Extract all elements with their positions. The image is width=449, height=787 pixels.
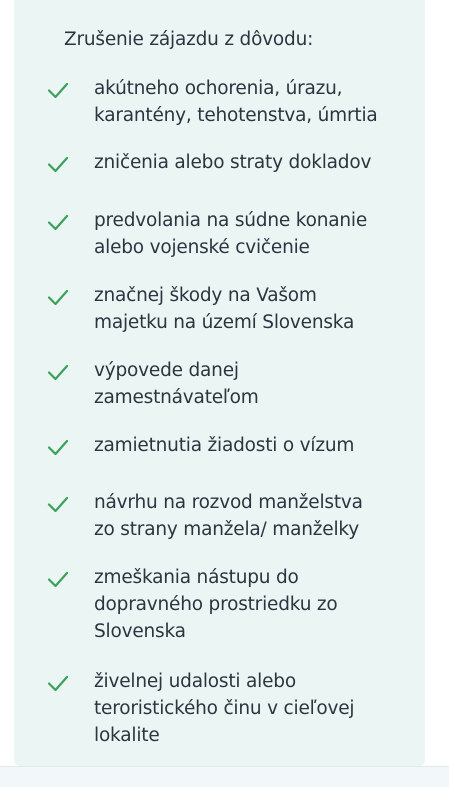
check-icon	[46, 210, 70, 234]
list-item-text: návrhu na rozvod manželstva zo strany manžela/ manželky	[94, 492, 363, 540]
list-item-text: zničenia alebo straty dokladov	[94, 152, 372, 173]
check-icon	[46, 152, 70, 176]
check-icon	[46, 492, 70, 516]
list-item-text: živelnej udalosti alebo teroristického činu v cieľovej lokalite	[94, 671, 355, 746]
check-icon	[46, 285, 70, 309]
list-heading: Zrušenie zájazdu z dôvodu:	[64, 29, 314, 50]
list-item-text: výpovede danej zamestnávateľom	[94, 360, 259, 408]
check-icon	[46, 360, 70, 384]
list-item-text: zmeškania nástupu do dopravného prostriedku zo Slovenska	[94, 567, 338, 642]
list-item-text: zamietnutia žiadosti o vízum	[94, 435, 355, 456]
list-item-text: predvolania na súdne konanie alebo vojenské cvičenie	[94, 210, 368, 258]
check-icon	[46, 78, 70, 102]
check-icon	[46, 671, 70, 695]
check-icon	[46, 435, 70, 459]
check-icon	[46, 567, 70, 591]
section-divider	[0, 766, 449, 787]
list-item-text: akútneho ochorenia, úrazu, karantény, tehotenstva, úmrtia	[94, 78, 378, 126]
list-item-text: značnej škody na Vašom majetku na území Slovenska	[94, 285, 355, 333]
